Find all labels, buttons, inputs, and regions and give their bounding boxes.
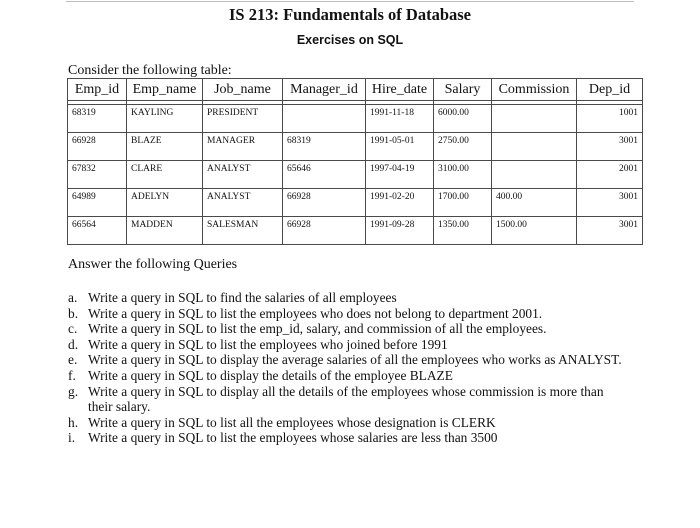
list-item [68,352,628,368]
table-cell: 400.00 [492,189,577,217]
list-item [68,415,628,431]
list-item-letter: h. [68,414,79,430]
table-cell: 66928 [68,133,127,161]
list-item-text: Write a query in SQL to list all the employees whose designation is CLERK [88,414,496,430]
list-item-letter: e. [68,352,78,368]
list-item-text: Write a query in SQL to display all the details of the employees whose commission is more than their salary. [88,383,604,415]
list-item-text: Write a query in SQL to display the details of the employee BLAZE [88,367,453,383]
list-item-text: Write a query in SQL to display the average salaries of all the employees who works as ANALYST. [88,352,622,368]
table-cell: 64989 [68,189,127,217]
table-cell: ANALYST [203,161,283,189]
list-item [68,430,628,446]
list-item [68,306,628,322]
table-cell: MANAGER [203,133,283,161]
table-cell: 68319 [283,133,366,161]
table-cell [492,105,577,133]
list-item-letter: d. [68,336,79,352]
table-cell [492,161,577,189]
table-cell: 3100.00 [434,161,492,189]
page-title: IS 213: Fundamentals of Database [228,5,472,24]
table-cell: 1001 [577,105,643,133]
table-header-row [68,79,643,101]
list-item-letter: c. [68,321,78,337]
table-cell: PRESIDENT [203,105,283,133]
table-cell: ADELYN [127,189,203,217]
table-row [68,189,643,217]
employee-table [67,78,643,245]
list-item-text: Write a query in SQL to list the emp_id, salary, and commission of all the employees. [88,321,547,337]
table-cell: 1991-02-20 [366,189,434,217]
table-cell: 1991-05-01 [366,133,434,161]
column-header: Manager_id [283,79,366,101]
intro-text: Consider the following table: [68,63,232,78]
table-row [68,105,643,133]
column-header: Job_name [203,79,283,101]
table-row [68,133,643,161]
column-header: Salary [434,79,492,101]
table-cell: 1997-04-19 [366,161,434,189]
table-cell: CLARE [127,161,203,189]
list-item-letter: b. [68,305,79,321]
query-list [68,290,628,446]
list-item [68,384,628,415]
list-item-text: Write a query in SQL to list the employees whose salaries are less than 3500 [88,430,498,446]
table-cell: 66564 [68,217,127,245]
table-cell: 66928 [283,217,366,245]
table-row [68,217,643,245]
answer-heading: Answer the following Queries [68,257,238,272]
table-cell: 1700.00 [434,189,492,217]
table-cell: 2750.00 [434,133,492,161]
table-cell: SALESMAN [203,217,283,245]
top-rule [66,1,634,2]
table-cell: BLAZE [127,133,203,161]
table-cell: 2001 [577,161,643,189]
table-cell: KAYLING [127,105,203,133]
list-item-letter: a. [68,290,78,305]
list-item-letter: i. [68,430,76,446]
table-cell: 6000.00 [434,105,492,133]
table-cell: 66928 [283,189,366,217]
table-cell: 1500.00 [492,217,577,245]
column-header: Dep_id [577,79,643,101]
table-cell [283,105,366,133]
list-item-letter: f. [68,367,76,383]
list-item [68,337,628,353]
table-cell: ANALYST [203,189,283,217]
list-item [68,321,628,337]
table-cell: 67832 [68,161,127,189]
page-subtitle: Exercises on SQL [296,33,404,47]
column-header: Emp_id [68,79,127,101]
table-cell: 68319 [68,105,127,133]
list-item-letter: g. [68,383,79,399]
table-cell: MADDEN [127,217,203,245]
list-item-text: Write a query in SQL to list the employees who joined before 1991 [88,336,448,352]
column-header: Emp_name [127,79,203,101]
table-cell [492,133,577,161]
table-cell: 65646 [283,161,366,189]
list-item [68,368,628,384]
table-cell: 3001 [577,217,643,245]
table-cell: 3001 [577,189,643,217]
table-cell: 1350.00 [434,217,492,245]
table-cell: 3001 [577,133,643,161]
column-header: Commission [492,79,577,101]
table-row [68,161,643,189]
list-item [68,290,628,306]
list-item-text: Write a query in SQL to find the salaries of all employees [88,290,397,305]
table-cell: 1991-11-18 [366,105,434,133]
list-item-text: Write a query in SQL to list the employees who does not belong to department 2001. [88,305,543,321]
table-cell: 1991-09-28 [366,217,434,245]
column-header: Hire_date [366,79,434,101]
